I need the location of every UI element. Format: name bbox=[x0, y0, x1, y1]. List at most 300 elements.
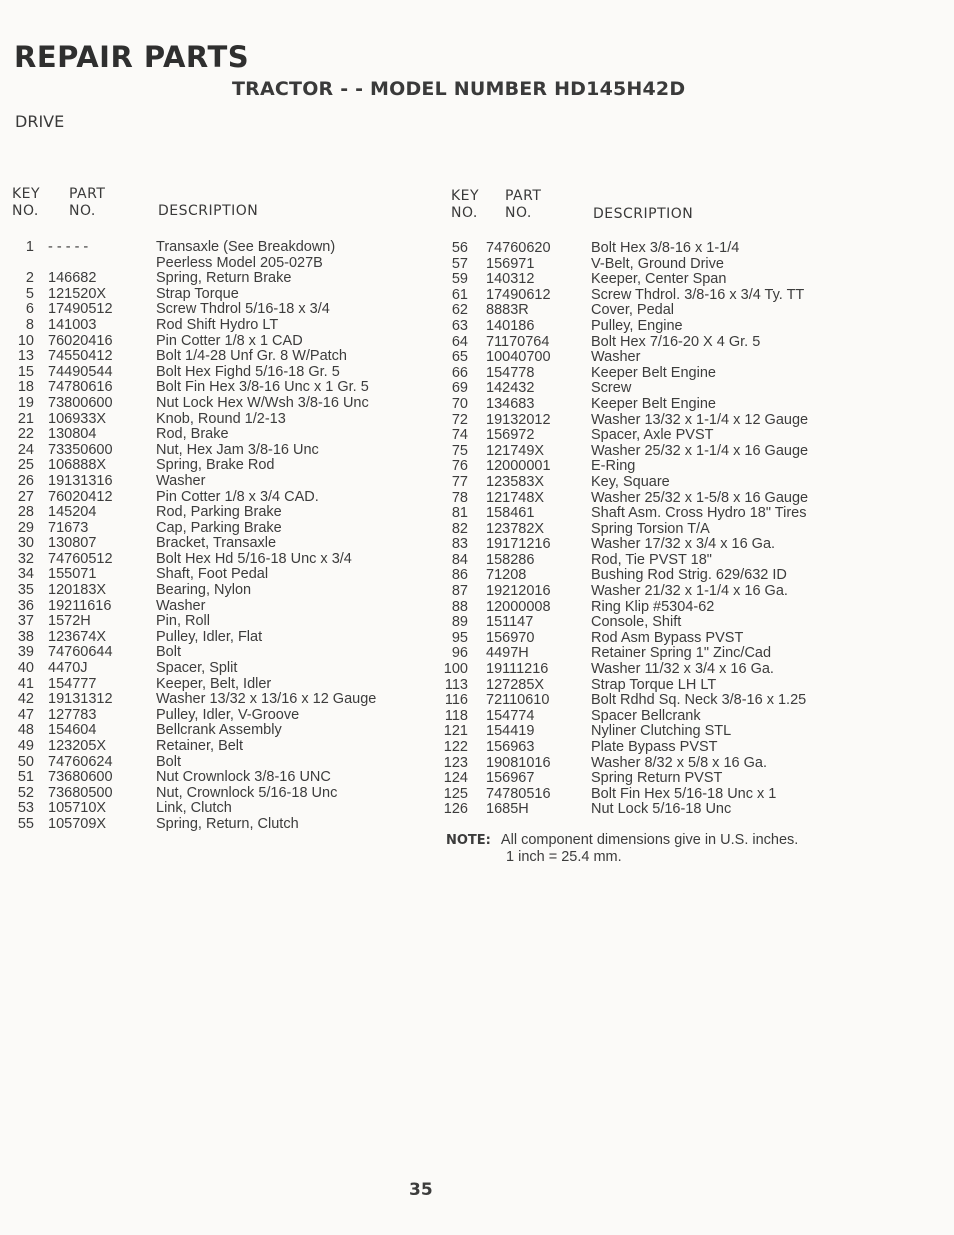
parts-row bbox=[0, 505, 440, 521]
part-number: 12000008 bbox=[486, 598, 551, 615]
key-number: 89 bbox=[451, 614, 468, 631]
key-number: 40 bbox=[17, 660, 34, 677]
part-description: Screw bbox=[591, 380, 632, 397]
part-number: 1572H bbox=[48, 613, 91, 630]
part-number: 158461 bbox=[486, 505, 535, 522]
parts-row bbox=[0, 318, 440, 334]
parts-row bbox=[430, 756, 850, 772]
part-number: 134683 bbox=[486, 395, 535, 412]
part-description: Spacer, Split bbox=[156, 660, 238, 677]
key-number: 21 bbox=[17, 410, 34, 427]
key-number: 41 bbox=[17, 675, 34, 692]
parts-row bbox=[430, 740, 850, 756]
key-number: 6 bbox=[25, 301, 34, 318]
part-number: 146682 bbox=[48, 270, 97, 287]
part-description: Bolt Fin Hex 3/8-16 Unc x 1 Gr. 5 bbox=[156, 379, 369, 396]
part-number: 121748X bbox=[486, 489, 545, 506]
part-number: 76020412 bbox=[48, 488, 113, 505]
parts-row bbox=[430, 366, 850, 382]
parts-row bbox=[0, 443, 440, 459]
key-number: 116 bbox=[444, 692, 468, 709]
part-description: Screw Thdrol. 3/8-16 x 3/4 Ty. TT bbox=[591, 286, 805, 303]
key-number: 64 bbox=[451, 333, 468, 350]
parts-row bbox=[0, 287, 440, 303]
right-key-header: KEY NO. bbox=[451, 188, 480, 221]
part-number: 120183X bbox=[48, 582, 107, 599]
key-number: 57 bbox=[451, 255, 468, 272]
part-number: 74760512 bbox=[48, 550, 113, 567]
parts-row bbox=[0, 661, 440, 677]
key-number: 75 bbox=[451, 442, 468, 459]
key-number: 87 bbox=[451, 583, 468, 600]
part-description: Key, Square bbox=[591, 473, 670, 490]
parts-row bbox=[430, 413, 850, 429]
part-description: Nut Lock Hex W/Wsh 3/8-16 Unc bbox=[156, 394, 369, 411]
part-number: 19111216 bbox=[486, 661, 549, 678]
part-description: Keeper Belt Engine bbox=[591, 364, 716, 381]
part-number: 130804 bbox=[48, 426, 97, 443]
parts-row bbox=[430, 693, 850, 709]
part-description: Pin Cotter 1/8 x 3/4 CAD. bbox=[156, 488, 319, 505]
section-heading: DRIVE bbox=[15, 112, 65, 131]
parts-row bbox=[0, 458, 440, 474]
part-number: 19132012 bbox=[486, 411, 551, 428]
part-number: 19171216 bbox=[486, 536, 551, 553]
parts-row bbox=[430, 662, 850, 678]
parts-row bbox=[430, 802, 850, 818]
parts-row bbox=[430, 459, 850, 475]
key-number: 55 bbox=[17, 815, 34, 832]
part-number: 121749X bbox=[486, 442, 545, 459]
parts-row bbox=[0, 708, 440, 724]
parts-row bbox=[430, 444, 850, 460]
parts-row bbox=[0, 599, 440, 615]
part-description: Washer 13/32 x 1-1/4 x 12 Gauge bbox=[591, 411, 809, 428]
part-number: 4497H bbox=[486, 645, 529, 662]
part-description: Keeper, Belt, Idler bbox=[156, 675, 272, 692]
part-description: Washer 11/32 x 3/4 x 16 Ga. bbox=[591, 661, 774, 678]
part-number: 106933X bbox=[48, 410, 107, 427]
parts-row bbox=[0, 739, 440, 755]
part-description: Retainer, Belt bbox=[156, 738, 244, 754]
parts-row bbox=[0, 240, 440, 256]
part-description: Bearing, Nylon bbox=[156, 582, 252, 599]
parts-row bbox=[0, 256, 440, 272]
parts-row bbox=[430, 272, 850, 288]
key-number: 10 bbox=[17, 332, 34, 349]
key-number: 38 bbox=[17, 628, 34, 645]
part-description: Shaft, Foot Pedal bbox=[156, 566, 269, 583]
key-number: 29 bbox=[17, 519, 34, 536]
part-number: 72110610 bbox=[486, 692, 550, 709]
part-number: 156970 bbox=[486, 629, 535, 646]
key-number: 118 bbox=[444, 707, 468, 724]
key-number: 53 bbox=[17, 800, 34, 817]
part-description: Pin Cotter 1/8 x 1 CAD bbox=[156, 332, 303, 349]
parts-row bbox=[0, 567, 440, 583]
part-number: 74550412 bbox=[48, 348, 113, 365]
part-description: Spacer, Axle PVST bbox=[591, 427, 714, 444]
part-description: Washer 25/32 x 1-1/4 x 16 Gauge bbox=[591, 442, 809, 459]
parts-row bbox=[430, 319, 850, 335]
key-number: 18 bbox=[17, 379, 34, 396]
parts-row bbox=[430, 553, 850, 569]
key-number: 61 bbox=[451, 286, 468, 303]
key-number: 22 bbox=[17, 426, 34, 443]
part-description: Bolt Hex 3/8-16 x 1-1/4 bbox=[591, 240, 740, 256]
key-number: 1 bbox=[25, 239, 34, 255]
parts-row bbox=[0, 755, 440, 771]
part-number: 74760644 bbox=[48, 644, 113, 661]
part-number: 74780516 bbox=[486, 785, 551, 802]
parts-row bbox=[0, 365, 440, 381]
parts-row bbox=[430, 257, 850, 273]
part-number: 74490544 bbox=[48, 363, 113, 380]
parts-row bbox=[0, 302, 440, 318]
key-number: 39 bbox=[17, 644, 34, 661]
part-number: 73680500 bbox=[48, 784, 113, 801]
parts-row bbox=[430, 288, 850, 304]
part-number: 73680600 bbox=[48, 769, 113, 786]
part-description: Nut, Hex Jam 3/8-16 Unc bbox=[156, 441, 319, 458]
part-description: Nut Crownlock 3/8-16 UNC bbox=[156, 769, 331, 786]
part-description: Pulley, Idler, Flat bbox=[156, 628, 263, 645]
key-number: 35 bbox=[17, 582, 34, 599]
part-number: 74780616 bbox=[48, 379, 113, 396]
part-number: 19081016 bbox=[486, 754, 551, 771]
part-description: Spring Return PVST bbox=[591, 770, 723, 787]
parts-row bbox=[430, 522, 850, 538]
key-number: 88 bbox=[451, 598, 468, 615]
parts-row bbox=[430, 787, 850, 803]
part-number: 73800600 bbox=[48, 394, 113, 411]
part-number: 127285X bbox=[486, 676, 545, 693]
part-number: 74760624 bbox=[48, 753, 113, 770]
part-description: Bolt Rdhd Sq. Neck 3/8-16 x 1.25 bbox=[591, 692, 807, 709]
key-number: 32 bbox=[17, 550, 34, 567]
part-description: Washer 13/32 x 13/16 x 12 Gauge bbox=[156, 691, 377, 708]
key-number: 95 bbox=[451, 629, 468, 646]
parts-row bbox=[0, 630, 440, 646]
parts-row bbox=[0, 490, 440, 506]
part-description: Washer 25/32 x 1-5/8 x 16 Gauge bbox=[591, 489, 809, 506]
parts-row bbox=[430, 303, 850, 319]
key-number: 76 bbox=[451, 458, 468, 475]
part-number: 127783 bbox=[48, 706, 97, 723]
part-number: 154778 bbox=[486, 364, 535, 381]
part-number: 8883R bbox=[486, 302, 529, 319]
left-part-header: PART NO. bbox=[69, 186, 106, 219]
key-number: 42 bbox=[17, 691, 34, 708]
key-number: 77 bbox=[451, 473, 468, 490]
key-number: 96 bbox=[451, 645, 468, 662]
key-number: 70 bbox=[451, 395, 468, 412]
key-number: 24 bbox=[17, 441, 34, 458]
parts-row bbox=[430, 568, 850, 584]
parts-row bbox=[0, 334, 440, 350]
part-number: 19212016 bbox=[486, 583, 551, 600]
part-description: Washer bbox=[156, 472, 206, 489]
part-number: 154777 bbox=[48, 675, 97, 692]
part-description: Bolt Fin Hex 5/16-18 Unc x 1 bbox=[591, 785, 777, 802]
note-label: NOTE: bbox=[446, 833, 491, 848]
key-number: 5 bbox=[25, 285, 34, 302]
parts-row bbox=[430, 584, 850, 600]
part-description: Spring, Brake Rod bbox=[156, 457, 275, 474]
part-description: Washer 8/32 x 5/8 x 16 Ga. bbox=[591, 754, 767, 771]
part-number: 155071 bbox=[48, 566, 97, 583]
part-description: Pulley, Engine bbox=[591, 317, 683, 334]
key-number: 74 bbox=[451, 427, 468, 444]
part-description: Cover, Pedal bbox=[591, 302, 675, 319]
key-number: 59 bbox=[451, 271, 468, 288]
part-description: Cap, Parking Brake bbox=[156, 519, 282, 536]
part-number: 154774 bbox=[486, 707, 535, 724]
key-number: 72 bbox=[451, 411, 468, 428]
part-description: Pulley, Idler, V-Groove bbox=[156, 706, 300, 723]
part-description: Rod Asm Bypass PVST bbox=[591, 629, 744, 646]
part-number: 141003 bbox=[48, 316, 97, 333]
parts-row bbox=[0, 723, 440, 739]
key-number: 8 bbox=[25, 316, 34, 333]
part-description: Ring Klip #5304-62 bbox=[591, 598, 715, 615]
part-description: Knob, Round 1/2-13 bbox=[156, 410, 286, 427]
key-number: 36 bbox=[17, 597, 34, 614]
part-number: 151147 bbox=[486, 614, 534, 631]
key-number: 52 bbox=[17, 784, 34, 801]
part-description: Retainer Spring 1" Zinc/Cad bbox=[591, 645, 772, 662]
part-number: 12000001 bbox=[486, 458, 551, 475]
part-number: 145204 bbox=[48, 504, 97, 521]
key-number: 66 bbox=[451, 364, 468, 381]
part-description: Rod, Parking Brake bbox=[156, 504, 282, 521]
part-description: Plate Bypass PVST bbox=[591, 739, 718, 755]
part-number: 158286 bbox=[486, 551, 535, 568]
key-number: 124 bbox=[443, 770, 468, 787]
parts-row bbox=[0, 474, 440, 490]
part-description: E-Ring bbox=[591, 458, 636, 475]
parts-row bbox=[0, 801, 440, 817]
key-number: 19 bbox=[17, 394, 34, 411]
part-description: Keeper, Center Span bbox=[591, 271, 727, 288]
part-number: 123205X bbox=[48, 738, 107, 754]
parts-row bbox=[430, 475, 850, 491]
parts-row bbox=[0, 380, 440, 396]
part-number: 130807 bbox=[48, 535, 97, 552]
parts-row bbox=[430, 335, 850, 351]
parts-row bbox=[0, 677, 440, 693]
key-number: 47 bbox=[17, 706, 34, 723]
part-number: 121520X bbox=[48, 285, 107, 302]
key-number: 81 bbox=[451, 505, 468, 522]
part-description: Nut Lock 5/16-18 Unc bbox=[591, 801, 732, 818]
parts-row bbox=[0, 536, 440, 552]
parts-row bbox=[430, 428, 850, 444]
part-number: 71208 bbox=[486, 567, 527, 584]
key-number: 30 bbox=[17, 535, 34, 552]
part-number: 71673 bbox=[48, 519, 89, 536]
part-description: Spring Torsion T/A bbox=[591, 520, 710, 537]
part-number: 10040700 bbox=[486, 349, 551, 366]
key-number: 27 bbox=[17, 488, 34, 505]
part-description: Washer 17/32 x 3/4 x 16 Ga. bbox=[591, 536, 776, 553]
page-number: 35 bbox=[409, 1180, 433, 1200]
parts-row bbox=[0, 349, 440, 365]
part-description: Bushing Rod Strig. 629/632 ID bbox=[591, 567, 787, 584]
key-number: 84 bbox=[451, 551, 468, 568]
parts-row bbox=[430, 709, 850, 725]
part-number: 123674X bbox=[48, 628, 107, 645]
parts-row bbox=[0, 645, 440, 661]
part-number: 156967 bbox=[486, 770, 535, 787]
part-description: Nut, Crownlock 5/16-18 Unc bbox=[156, 784, 338, 801]
key-number: 56 bbox=[451, 240, 468, 256]
part-description: Washer bbox=[591, 349, 641, 366]
key-number: 83 bbox=[451, 536, 468, 553]
key-number: 125 bbox=[443, 785, 468, 802]
part-description: Bolt Hex 7/16-20 X 4 Gr. 5 bbox=[591, 333, 761, 350]
key-number: 37 bbox=[17, 613, 34, 630]
part-number: 156972 bbox=[486, 427, 535, 444]
part-number: 19131316 bbox=[48, 472, 113, 489]
part-description: Nyliner Clutching STL bbox=[591, 723, 732, 740]
parts-row bbox=[430, 537, 850, 553]
part-description: Washer 21/32 x 1-1/4 x 16 Ga. bbox=[591, 583, 788, 600]
note-text-line1: All component dimensions give in U.S. inches. bbox=[500, 832, 799, 848]
part-number: 123782X bbox=[486, 520, 545, 537]
part-number: 19131312 bbox=[48, 691, 113, 708]
part-number: 140186 bbox=[486, 317, 535, 334]
part-description: Bellcrank Assembly bbox=[156, 722, 282, 739]
parts-row bbox=[430, 506, 850, 522]
part-number: 73350600 bbox=[48, 441, 113, 458]
part-number: - - - - - bbox=[48, 239, 89, 255]
part-number: 19211616 bbox=[48, 597, 112, 614]
key-number: 123 bbox=[443, 754, 468, 771]
key-number: 65 bbox=[451, 349, 468, 366]
parts-row bbox=[430, 678, 850, 694]
part-number: 156971 bbox=[486, 255, 535, 272]
key-number: 50 bbox=[17, 753, 34, 770]
parts-row bbox=[0, 583, 440, 599]
part-description: Transaxle (See Breakdown) bbox=[156, 239, 336, 255]
left-parts-list bbox=[0, 240, 440, 833]
parts-row bbox=[430, 241, 850, 257]
key-number: 49 bbox=[17, 738, 34, 754]
part-description: Keeper Belt Engine bbox=[591, 395, 716, 412]
key-number: 78 bbox=[451, 489, 468, 506]
key-number: 15 bbox=[17, 363, 34, 380]
parts-row bbox=[0, 786, 440, 802]
key-number: 122 bbox=[443, 739, 468, 755]
part-description: Strap Torque bbox=[156, 285, 239, 302]
part-description: Spacer Bellcrank bbox=[591, 707, 701, 724]
key-number: 63 bbox=[451, 317, 468, 334]
part-description: Strap Torque LH LT bbox=[591, 676, 717, 693]
part-number: 1685H bbox=[486, 801, 529, 818]
parts-row bbox=[0, 521, 440, 537]
part-description: Peerless Model 205-027B bbox=[156, 254, 323, 271]
key-number: 25 bbox=[17, 457, 34, 474]
part-number: 17490512 bbox=[48, 301, 113, 318]
parts-row bbox=[430, 491, 850, 507]
key-number: 113 bbox=[444, 676, 468, 693]
note-text-line2: 1 inch = 25.4 mm. bbox=[506, 849, 622, 865]
right-parts-list bbox=[430, 241, 850, 818]
parts-row bbox=[430, 397, 850, 413]
key-number: 100 bbox=[443, 661, 468, 678]
part-number: 154604 bbox=[48, 722, 97, 739]
key-number: 69 bbox=[451, 380, 468, 397]
parts-row bbox=[430, 771, 850, 787]
parts-row bbox=[0, 552, 440, 568]
key-number: 126 bbox=[443, 801, 468, 818]
part-description: Bolt bbox=[156, 753, 181, 770]
part-description: Link, Clutch bbox=[156, 800, 232, 817]
key-number: 86 bbox=[451, 567, 468, 584]
part-description: Bolt Hex Fighd 5/16-18 Gr. 5 bbox=[156, 363, 340, 380]
part-description: Bolt Hex Hd 5/16-18 Unc x 3/4 bbox=[156, 550, 352, 567]
part-number: 17490612 bbox=[486, 286, 551, 303]
part-description: Bolt bbox=[156, 644, 181, 661]
part-description: Spring, Return, Clutch bbox=[156, 815, 299, 832]
model-subtitle: TRACTOR - - MODEL NUMBER HD145H42D bbox=[232, 78, 686, 100]
part-description: V-Belt, Ground Drive bbox=[591, 255, 724, 272]
dimension-note bbox=[446, 832, 798, 865]
part-number: 123583X bbox=[486, 473, 545, 490]
parts-row bbox=[430, 350, 850, 366]
key-number: 82 bbox=[451, 520, 468, 537]
key-number: 34 bbox=[17, 566, 34, 583]
parts-row bbox=[0, 692, 440, 708]
part-number: 106888X bbox=[48, 457, 107, 474]
left-description-header: DESCRIPTION bbox=[158, 203, 259, 219]
part-description: Pin, Roll bbox=[156, 613, 210, 630]
parts-row bbox=[430, 646, 850, 662]
part-number: 71170764 bbox=[486, 333, 550, 350]
parts-row bbox=[0, 770, 440, 786]
part-number: 105710X bbox=[48, 800, 107, 817]
parts-row bbox=[0, 396, 440, 412]
key-number: 2 bbox=[25, 270, 34, 287]
left-key-header: KEY NO. bbox=[12, 186, 41, 219]
part-description: Rod, Brake bbox=[156, 426, 229, 443]
page-title: REPAIR PARTS bbox=[14, 40, 250, 74]
part-number: 76020416 bbox=[48, 332, 113, 349]
parts-row bbox=[0, 271, 440, 287]
parts-row bbox=[430, 615, 850, 631]
parts-row bbox=[430, 724, 850, 740]
part-description: Rod, Tie PVST 18" bbox=[591, 551, 712, 568]
right-part-header: PART NO. bbox=[505, 188, 542, 221]
key-number: 13 bbox=[17, 348, 34, 365]
part-number: 140312 bbox=[486, 271, 535, 288]
parts-row bbox=[430, 600, 850, 616]
key-number: 51 bbox=[17, 769, 34, 786]
part-description: Screw Thdrol 5/16-18 x 3/4 bbox=[156, 301, 330, 318]
parts-row bbox=[430, 381, 850, 397]
key-number: 48 bbox=[17, 722, 34, 739]
key-number: 26 bbox=[17, 472, 34, 489]
part-number: 156963 bbox=[486, 739, 535, 755]
part-number: 154419 bbox=[486, 723, 535, 740]
right-description-header: DESCRIPTION bbox=[593, 206, 694, 222]
parts-row bbox=[0, 614, 440, 630]
parts-row bbox=[0, 817, 440, 833]
part-description: Shaft Asm. Cross Hydro 18" Tires bbox=[591, 505, 807, 522]
part-description: Rod Shift Hydro LT bbox=[156, 316, 279, 333]
part-number: 4470J bbox=[48, 660, 88, 677]
